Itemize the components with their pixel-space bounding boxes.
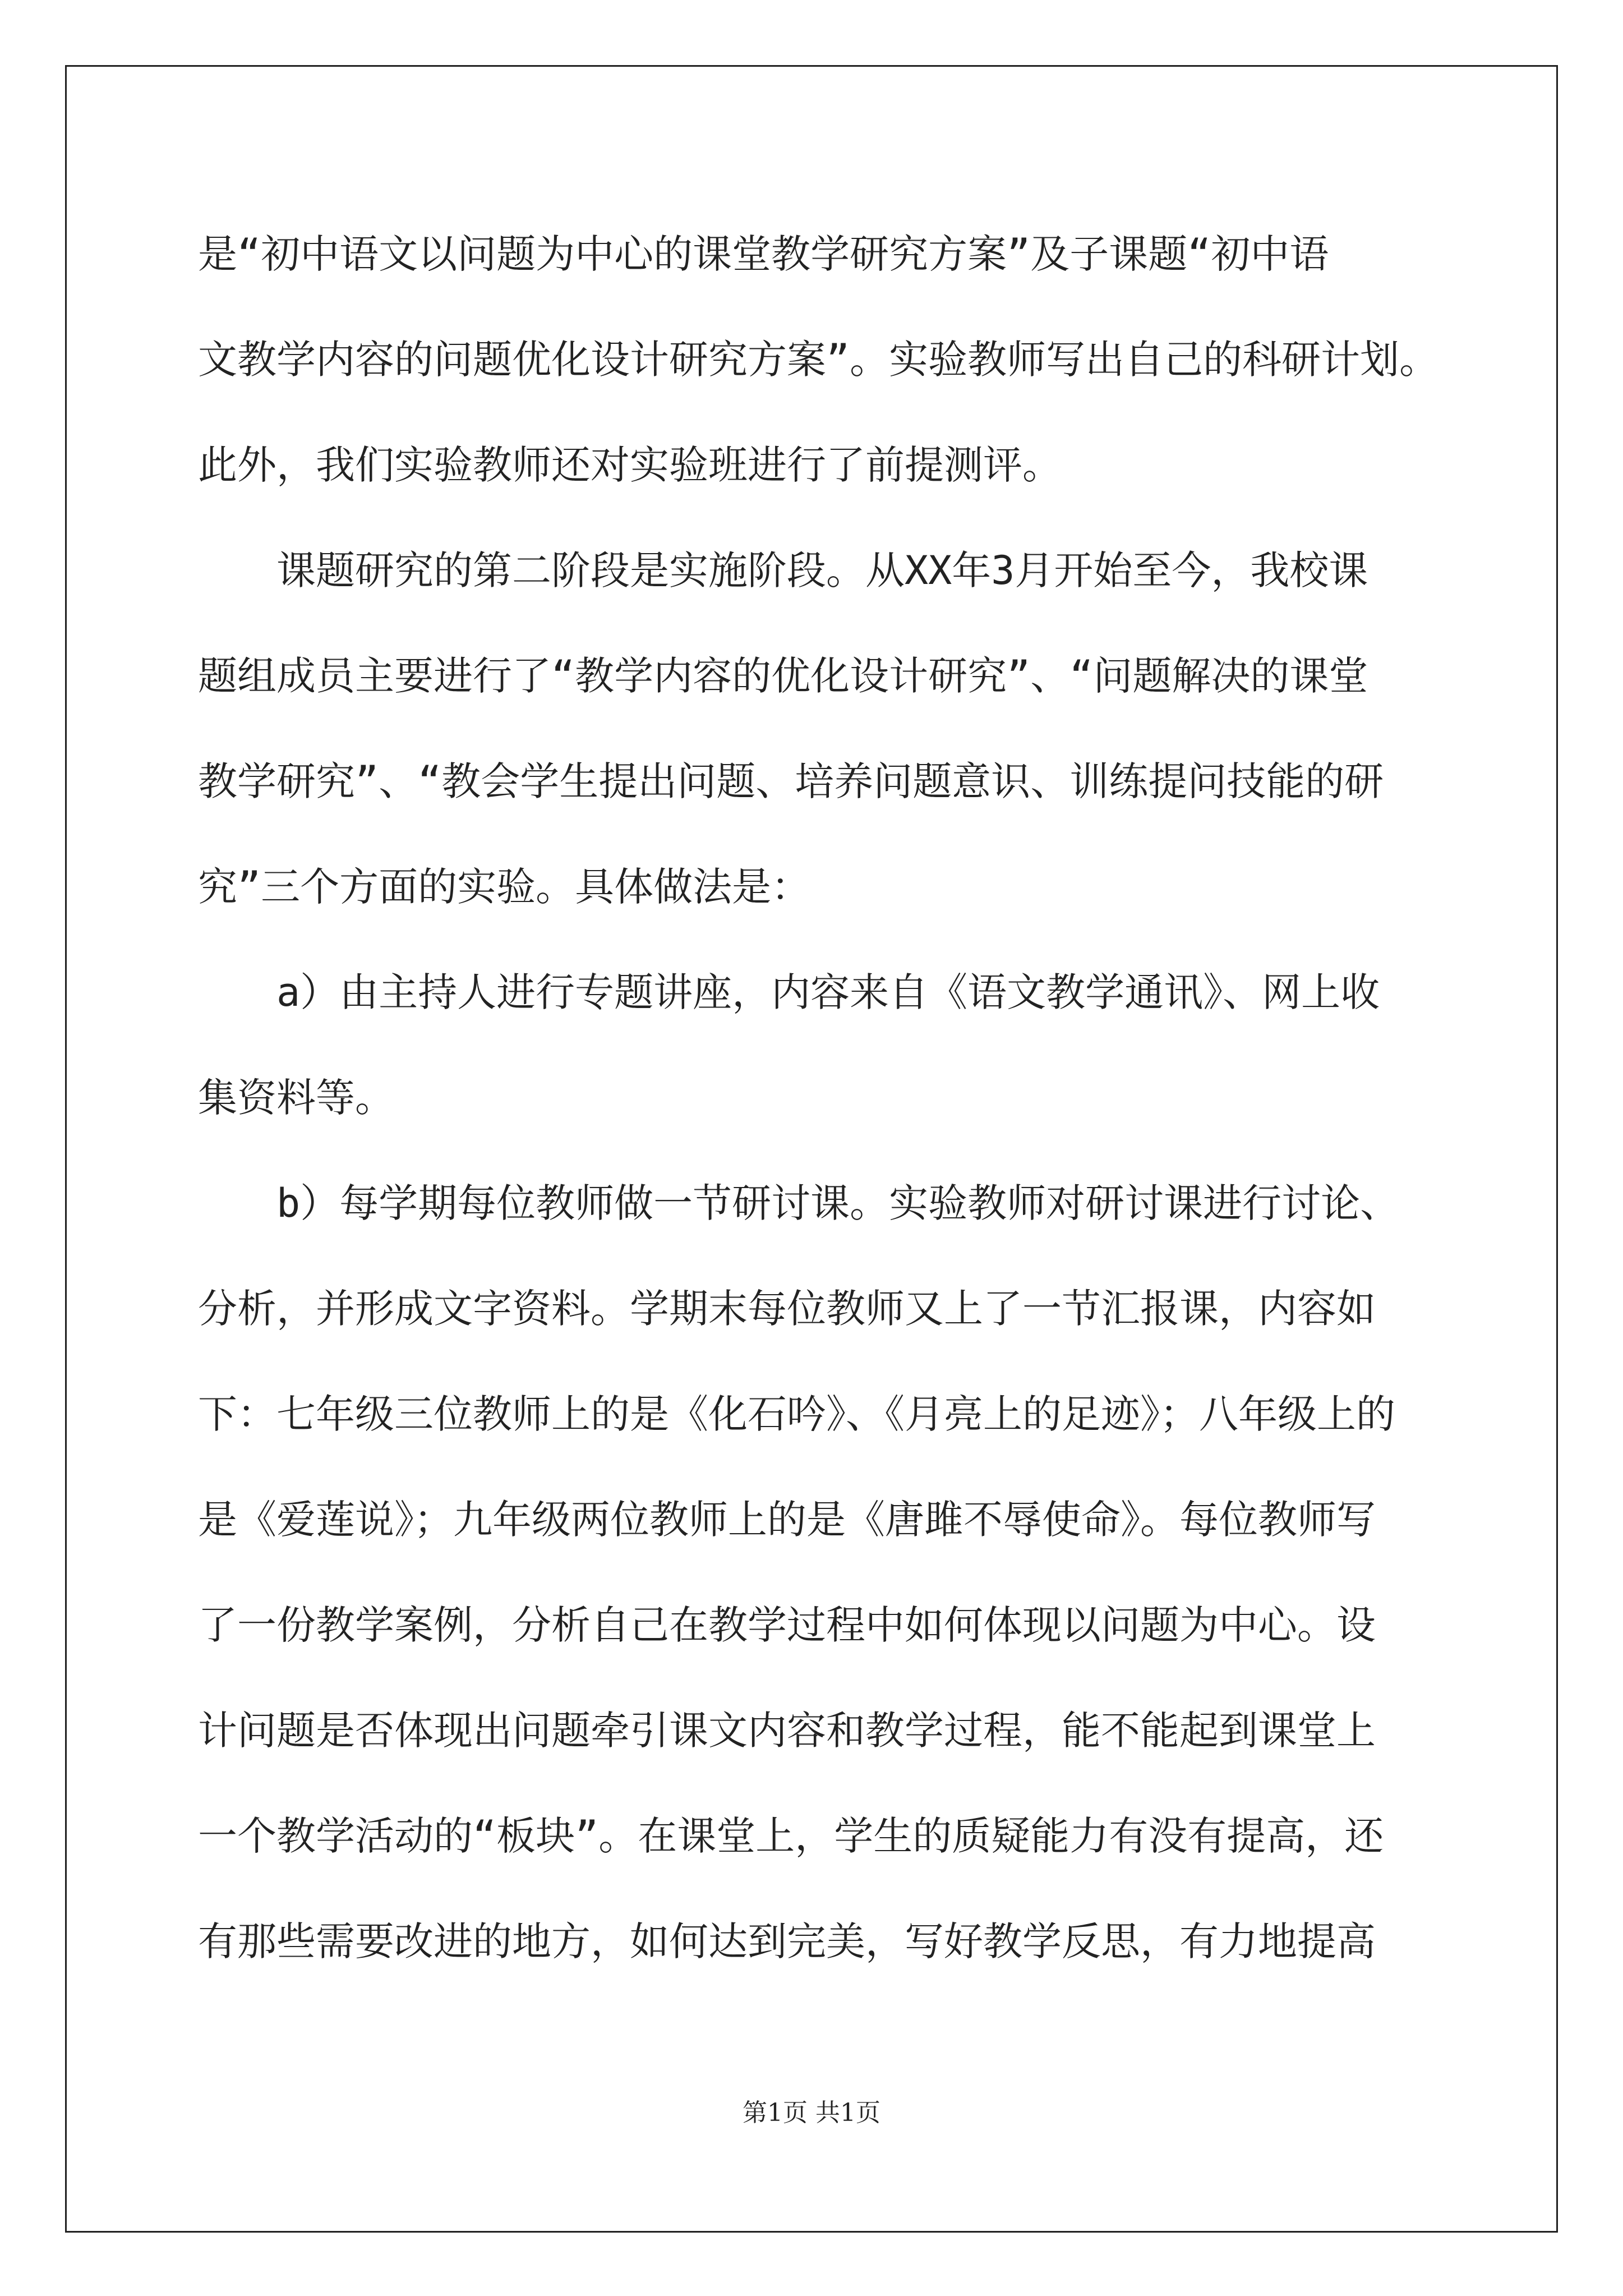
page-number-footer: 第1页 共1页 bbox=[743, 2099, 880, 2127]
paragraph-start-line: 课题研究的第二阶段是实施阶段。从XX年3月开始至今，我校课 bbox=[276, 547, 1368, 593]
body-line: 此外，我们实验教师还对实验班进行了前提测评。 bbox=[198, 442, 1062, 488]
body-line: 究”三个方面的实验。具体做法是： bbox=[198, 864, 811, 910]
body-line: 下：七年级三位教师上的是《化石吟》、《月亮上的足迹》；八年级上的 bbox=[198, 1391, 1395, 1437]
body-line: 是“初中语文以问题为中心的课堂教学研究方案”及子课题“初中语 bbox=[198, 231, 1329, 277]
body-line: 有那些需要改进的地方，如何达到完美，写好教学反思，有力地提高 bbox=[198, 1918, 1376, 1964]
body-line: 了一份教学案例，分析自己在教学过程中如何体现以问题为中心。设 bbox=[198, 1602, 1376, 1648]
body-line: 文教学内容的问题优化设计研究方案”。实验教师写出自己的科研计划。 bbox=[198, 337, 1439, 383]
body-line: 教学研究”、“教会学生提出问题、培养问题意识、训练提问技能的研 bbox=[198, 758, 1384, 804]
paragraph-start-line: a）由主持人进行专题讲座，内容来自《语文教学通讯》、网上收 bbox=[276, 969, 1380, 1015]
paragraph-start-line: b）每学期每位教师做一节研讨课。实验教师对研讨课进行讨论、 bbox=[276, 1180, 1400, 1226]
body-line: 是《爱莲说》；九年级两位教师上的是《唐雎不辱使命》。每位教师写 bbox=[198, 1497, 1376, 1543]
body-line: 分析，并形成文字资料。学期末每位教师又上了一节汇报课，内容如 bbox=[198, 1286, 1376, 1332]
page-border bbox=[65, 65, 1558, 2233]
body-line: 计问题是否体现出问题牵引课文内容和教学过程，能不能起到课堂上 bbox=[198, 1708, 1376, 1754]
body-line: 题组成员主要进行了“教学内容的优化设计研究”、“问题解决的课堂 bbox=[198, 653, 1368, 699]
body-line: 一个教学活动的“板块”。在课堂上，学生的质疑能力有没有提高，还 bbox=[198, 1813, 1384, 1859]
body-line: 集资料等。 bbox=[198, 1075, 394, 1121]
